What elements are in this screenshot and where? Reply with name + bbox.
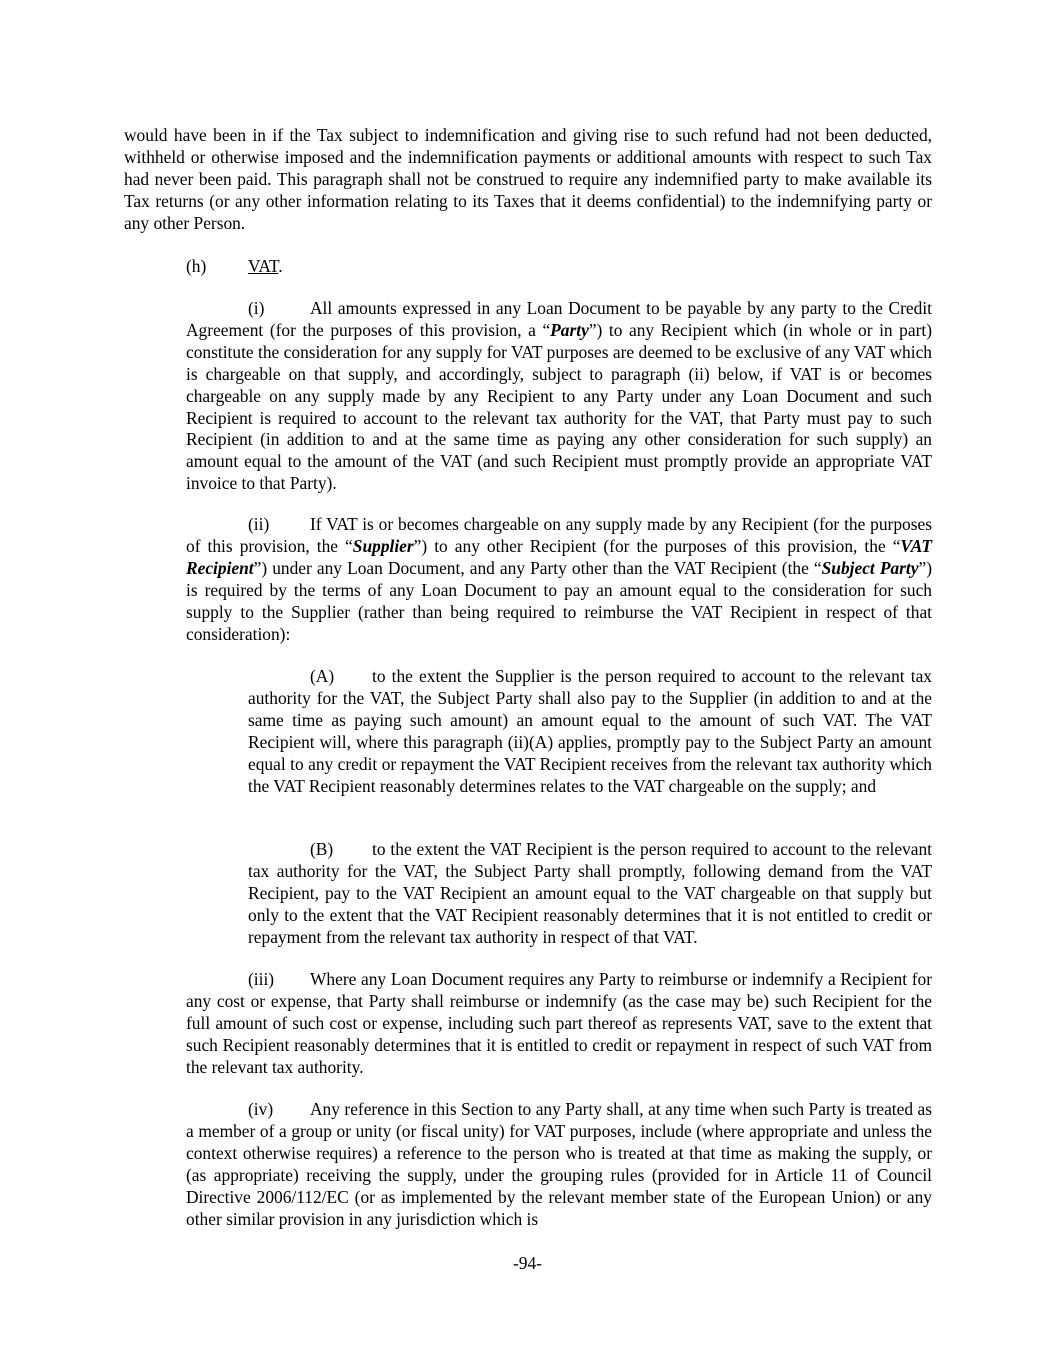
paragraph-iv-block	[186, 1099, 932, 1230]
paragraph-iii-text: Where any Loan Document requires any Party to reimburse or indemnify a Recipient for any cost or expense, that Party shall reimburse or indemnify (as the case may be) such Recipient for the full amount of such cost or expense, including such part thereof as represents VAT, save to the extent that such Recipient reasonably determines that it is entitled to credit or repayment in respect of such VAT from the relevant tax authority.	[186, 969, 932, 1077]
paragraph-A	[248, 666, 932, 797]
intro-paragraph-block	[124, 125, 932, 235]
paragraph-i-block	[186, 298, 932, 495]
paragraph-B-text: to the extent the VAT Recipient is the person required to account to the relevant tax authority for the VAT, the Subject Party shall promptly, following demand from the VAT Recipient, pay to the VAT Recipient an amount equal to the VAT chargeable on that supply but only to the extent that the VAT Recipient reasonably determines that it is not entitled to credit or repayment from the relevant tax authority in respect of that VAT.	[248, 839, 932, 947]
paragraph-i	[186, 298, 932, 495]
paragraph-i-text-before: All amounts expressed in any Loan Document to be payable by any party to the Credit Agreement (for the purposes of this provision, a “	[186, 298, 932, 340]
paragraph-B-block	[248, 839, 932, 949]
paragraph-ii-block	[186, 514, 932, 645]
defined-term-subject-party: Subject Party	[821, 557, 919, 578]
defined-term-supplier: Supplier	[352, 535, 414, 556]
page-number: -94-	[513, 1253, 542, 1273]
paragraph-iii-block	[186, 969, 932, 1079]
section-h-label: (h)	[186, 256, 207, 276]
paragraph-A-label: (A)	[310, 666, 335, 686]
section-h-title: VAT	[248, 256, 279, 276]
paragraph-iv-text: Any reference in this Section to any Party shall, at any time when such Party is treated as a member of a group or unity (or fiscal unity) for VAT purposes, include (where appropriate and unless the context otherwise requires) a reference to the person who is treated at that time as making the supply, or (as appropriate) receiving the supply, under the grouping rules (provided for in Article 11 of Council Directive 2006/112/EC (or as implemented by the relevant member state of the European Union) or any other similar provision in any jurisdiction which is	[186, 1099, 932, 1229]
intro-paragraph: would have been in if the Tax subject to indemnification and giving rise to such refund had not been deducted, withheld or otherwise imposed and the indemnification payments or additional amounts with respect to such Tax had never been paid. This paragraph shall not be construed to require any indemnified party to make available its Tax returns (or any other information relating to its Taxes that it deems confidential) to the indemnifying party or any other Person.	[124, 125, 932, 233]
paragraph-B-label: (B)	[310, 839, 334, 859]
paragraph-ii-text-3: ”) under any Loan Document, and any Party other than the VAT Recipient (the “	[253, 557, 822, 578]
paragraph-iv-label: (iv)	[248, 1099, 274, 1119]
paragraph-iv	[186, 1099, 932, 1230]
paragraph-A-block	[248, 666, 932, 797]
paragraph-A-text: to the extent the Supplier is the person required to account to the relevant tax authority for the VAT, the Subject Party shall also pay to the Supplier (in addition to and at the same time as paying such amount) an amount equal to the amount of such VAT. The VAT Recipient will, where this paragraph (ii)(A) applies, promptly pay to the Subject Party an amount equal to any credit or repayment the VAT Recipient receives from the relevant tax authority which the VAT Recipient reasonably determines relates to the VAT chargeable on the supply; and	[248, 666, 932, 796]
paragraph-ii	[186, 514, 932, 645]
paragraph-iii-label: (iii)	[248, 969, 275, 989]
section-h-heading	[124, 256, 932, 278]
paragraph-B	[248, 839, 932, 949]
paragraph-ii-text-1: If VAT is or becomes chargeable on any supply made by any Recipient (for the purposes of this provision, the “	[186, 514, 932, 556]
paragraph-i-label: (i)	[248, 298, 265, 318]
defined-term-vat-recipient: VAT Recipient	[186, 535, 932, 578]
paragraph-ii-text-2: ”) to any other Recipient (for the purposes of this provision, the “	[413, 535, 901, 556]
section-h-title-suffix: .	[278, 256, 283, 276]
paragraph-ii-label: (ii)	[248, 514, 270, 534]
paragraph-iii	[186, 969, 932, 1079]
paragraph-i-text-after: ”) to any Recipient which (in whole or in part) constitute the consideration for any supply for VAT purposes are deemed to be exclusive of any VAT which is chargeable on that supply, and accordingly, subject to paragraph (ii) below, if VAT is or becomes chargeable on any supply made by any Recipient to any Party under any Loan Document and such Recipient is required to account to the relevant tax authority for the VAT, that Party must pay to such Recipient (in addition to and at the same time as paying any other consideration for such supply) an amount equal to the amount of the VAT (and such Recipient must promptly provide an appropriate VAT invoice to that Party).	[186, 319, 933, 494]
defined-term-party: Party	[550, 319, 589, 340]
paragraph-ii-text-4: ”) is required by the terms of any Loan Document to pay an amount equal to the consideration for such supply to the Supplier (rather than being required to reimburse the VAT Recipient in respect of that consideration):	[186, 557, 932, 644]
